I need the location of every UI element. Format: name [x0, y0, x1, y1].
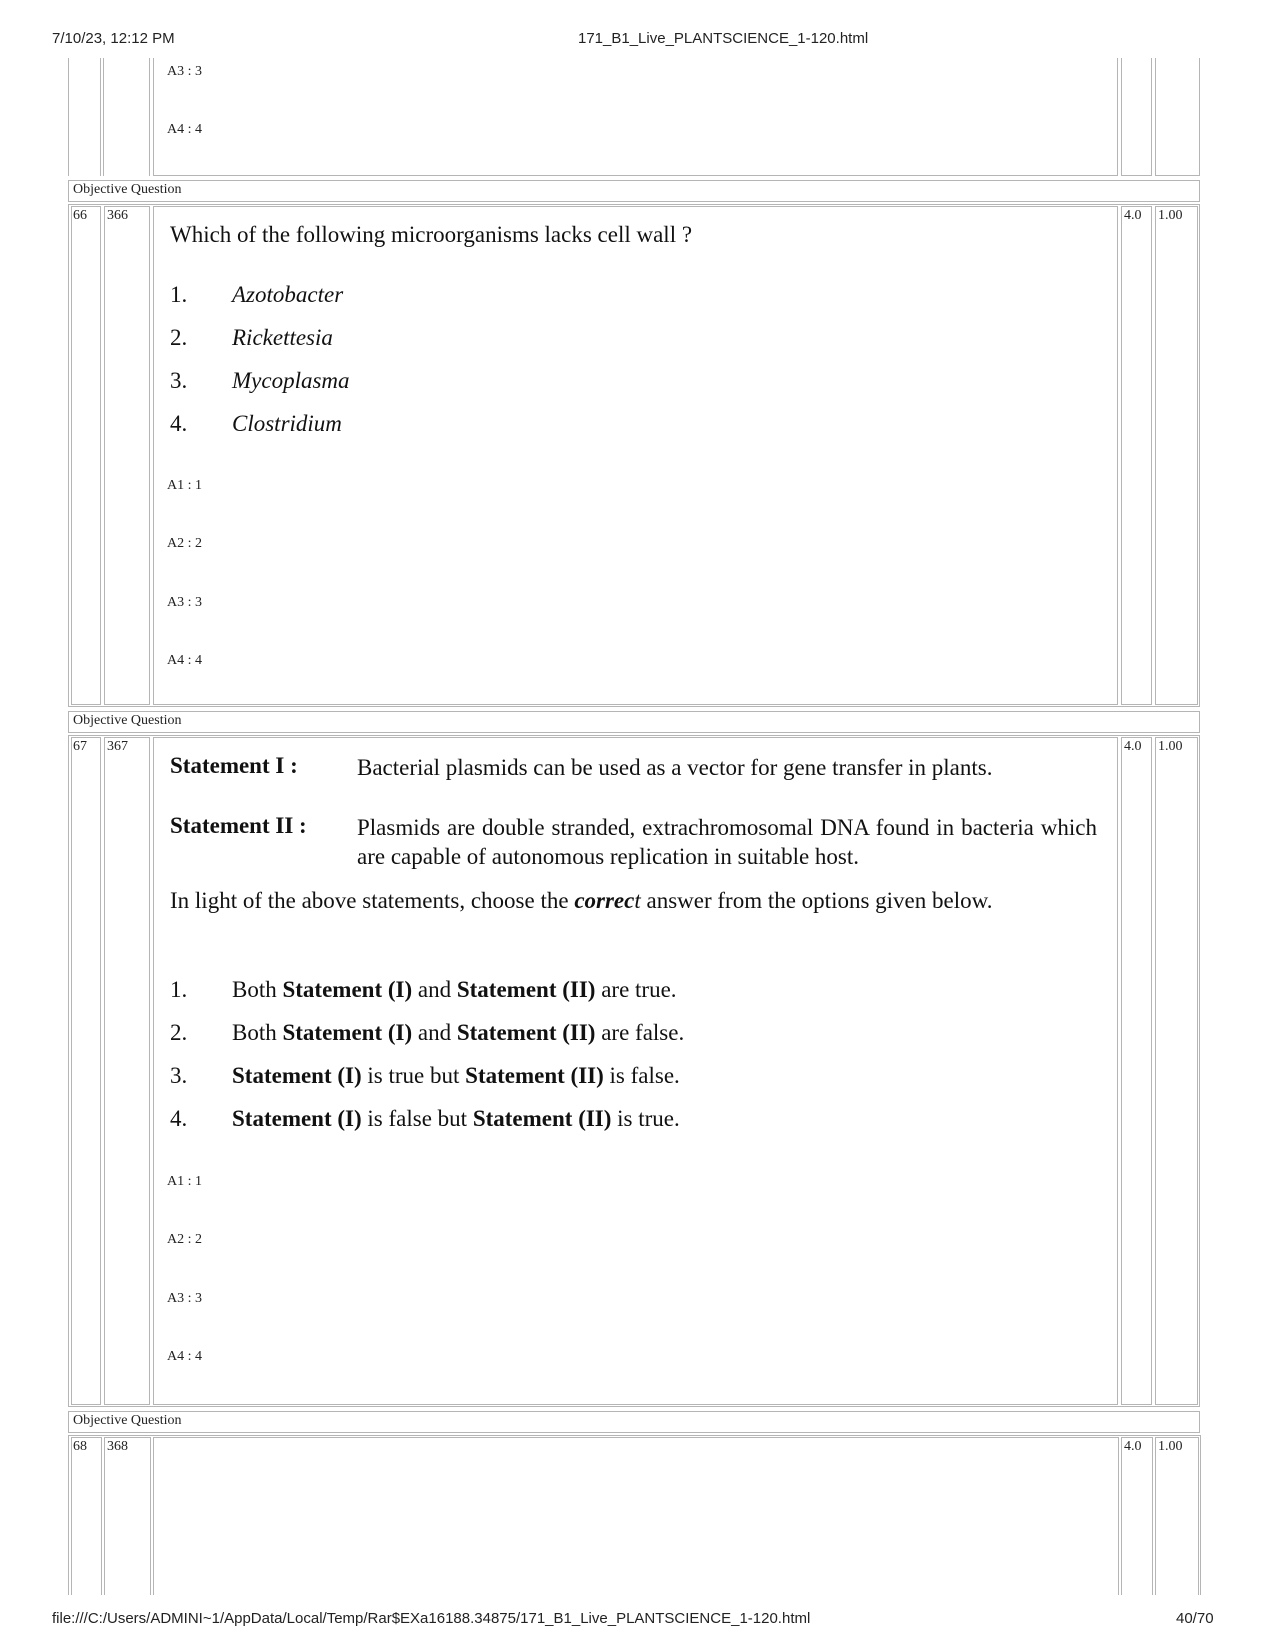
statement-1-label: Statement I :: [170, 753, 298, 778]
negative-marks-value: 1.00: [1158, 1439, 1183, 1454]
answer-key-a2: A2 : 2: [167, 1232, 202, 1247]
instruction-text: [170, 886, 1097, 915]
print-datetime: 7/10/23, 12:12 PM: [52, 30, 175, 47]
answer-key-a3: A3 : 3: [167, 64, 202, 79]
answer-key-a2: A2 : 2: [167, 536, 202, 551]
serial-number: 67: [73, 739, 87, 754]
answer-key-a4: A4 : 4: [167, 1349, 202, 1364]
section-label-box: [68, 180, 1200, 202]
negative-marks-value: 1.00: [1158, 208, 1183, 223]
option-text: Both Statement (I) and Statement (II) are false.: [232, 1020, 685, 1045]
section-label: Objective Question: [73, 182, 182, 197]
instruction-emphasis: correc: [574, 888, 635, 913]
option-number: 4.: [170, 411, 188, 436]
instruction-before: In light of the above statements, choose the: [170, 888, 575, 913]
option-text: Mycoplasma: [232, 368, 350, 393]
statement-2-text: Plasmids are double stranded, extrachromosomal DNA found in bacteria which are capable of autonomous replication in suitable host.: [357, 815, 1097, 869]
question-id: 367: [107, 739, 128, 754]
page-number: 40/70: [1176, 1610, 1214, 1627]
option-text: Statement (I) is false but Statement (II) is true.: [232, 1106, 680, 1131]
option-number: 2.: [170, 1020, 188, 1045]
section-label-box: [68, 1411, 1200, 1433]
marks-value: 4.0: [1124, 208, 1142, 223]
statement-2-label: Statement II :: [170, 813, 307, 838]
print-title: 171_B1_Live_PLANTSCIENCE_1-120.html: [578, 30, 869, 47]
statement-1-text: Bacterial plasmids can be used as a vector for gene transfer in plants.: [357, 755, 993, 780]
section-label-box: [68, 711, 1200, 733]
question-id: 366: [107, 208, 128, 223]
serial-number: 68: [73, 1439, 87, 1454]
answer-key-a1: A1 : 1: [167, 1174, 202, 1189]
answer-key-a4: A4 : 4: [167, 653, 202, 668]
file-path: file:///C:/Users/ADMINI~1/AppData/Local/Temp/Rar$EXa16188.34875/171_B1_Live_PLANTSCIENCE_1-120.html: [52, 1610, 811, 1627]
section-label: Objective Question: [73, 713, 182, 728]
instruction-after: answer from the options given below.: [640, 888, 993, 913]
option-text: Clostridium: [232, 411, 342, 436]
marks-cell: [1121, 206, 1152, 705]
marks-value: 4.0: [1124, 739, 1142, 754]
answer-key-a4: A4 : 4: [167, 122, 202, 137]
option-text: Statement (I) is true but Statement (II) is false.: [232, 1063, 680, 1088]
marks-cell: [1121, 737, 1152, 1405]
option-number: 3.: [170, 368, 188, 393]
answer-key-a3: A3 : 3: [167, 595, 202, 610]
sno-cell: [71, 737, 101, 1405]
option-number: 3.: [170, 1063, 188, 1088]
option-number: 1.: [170, 977, 188, 1002]
option-text: Azotobacter: [232, 282, 344, 307]
instruction-emphasis-tail: t: [634, 888, 641, 913]
option-number: 1.: [170, 282, 188, 307]
marks-value: 4.0: [1124, 1439, 1142, 1454]
sno-cell: [71, 206, 101, 705]
qid-cell: [104, 737, 150, 1405]
negative-marks-cell: [1155, 206, 1198, 705]
option-text: Rickettesia: [232, 325, 333, 350]
option-text: Both Statement (I) and Statement (II) are true.: [232, 977, 677, 1002]
negative-marks-value: 1.00: [1158, 739, 1183, 754]
answer-key-a1: A1 : 1: [167, 478, 202, 493]
qid-cell: [104, 206, 150, 705]
section-label: Objective Question: [73, 1413, 182, 1428]
question-body-cell: [153, 206, 1118, 705]
option-number: 4.: [170, 1106, 188, 1131]
negative-marks-cell: [1155, 737, 1198, 1405]
option-number: 2.: [170, 325, 188, 350]
serial-number: 66: [73, 208, 87, 223]
question-text: Which of the following microorganisms lacks cell wall ?: [170, 222, 693, 247]
answer-key-a3: A3 : 3: [167, 1291, 202, 1306]
question-id: 368: [107, 1439, 128, 1454]
